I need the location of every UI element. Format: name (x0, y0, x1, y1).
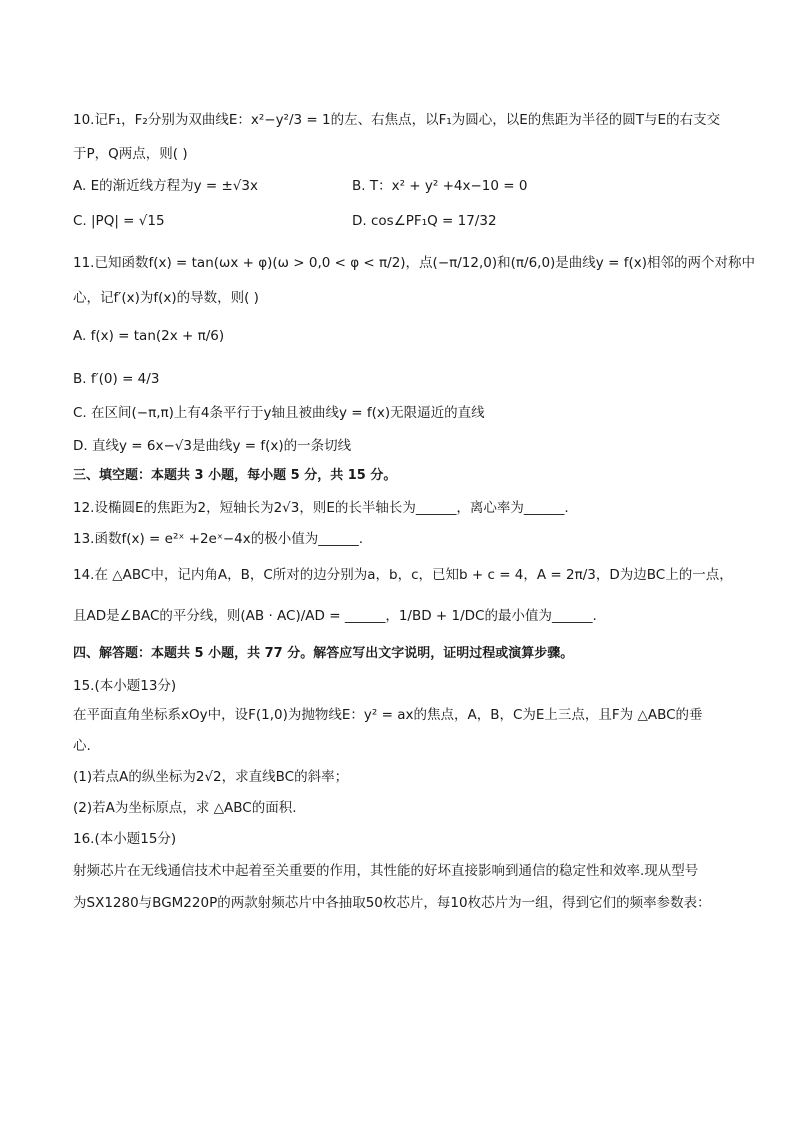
q11-option-b: B. f′(0) = 4/3 (73, 371, 160, 387)
q10-stem-line2: 于P，Q两点，则( ) (73, 146, 188, 162)
q13-text: 13.函数f(x) = e²ˣ +2eˣ−4x的极小值为______. (73, 531, 364, 547)
q10-stem-line1: 10.记F₁，F₂分别为双曲线E：x²−y²/3 = 1的左、右焦点，以F₁为圆心，以E的焦距为半径的圆T与E的右支交 (73, 112, 721, 128)
q10-option-b: B. T：x² + y² +4x−10 = 0 (352, 178, 528, 194)
q14-line1: 14.在 △ABC中，记内角A，B，C所对的边分别为a，b，c，已知b + c = 4，A = 2π/3，D为边BC上的一点， (73, 567, 733, 583)
q11-option-c: C. 在区间(−π,π)上有4条平行于y轴且被曲线y = f(x)无限逼近的直线 (73, 405, 485, 421)
q10-option-c: C. |PQ| = √15 (73, 213, 165, 229)
q15-part2: (2)若A为坐标原点，求 △ABC的面积. (73, 800, 297, 816)
q11-stem-line1: 11.已知函数f(x) = tan(ωx + φ)(ω > 0,0 < φ < π/2)，点(−π/12,0)和(π/6,0)是曲线y = f(x)相邻的两个对称中 (73, 255, 755, 271)
q12-text: 12.设椭圆E的焦距为2，短轴长为2√3，则E的长半轴长为______，离心率为______. (73, 500, 569, 516)
q15-stem-line2: 心. (73, 738, 91, 754)
q15-stem-line1: 在平面直角坐标系xOy中，设F(1,0)为抛物线E：y² = ax的焦点，A，B，C为E上三点，且F为 △ABC的垂 (73, 707, 703, 723)
section3-heading: 三、填空题：本题共 3 小题，每小题 5 分，共 15 分。 (73, 468, 397, 483)
q16-stem-line2: 为SX1280与BGM220P的两款射频芯片中各抽取50枚芯片，每10枚芯片为一组，得到它们的频率参数表： (73, 895, 711, 911)
q14-line2: 且AD是∠BAC的平分线，则(AB · AC)/AD = ______，1/BD + 1/DC的最小值为______. (73, 608, 597, 624)
q15-title: 15.(本小题13分) (73, 678, 177, 694)
q16-title: 16.(本小题15分) (73, 831, 177, 847)
q15-part1: (1)若点A的纵坐标为2√2，求直线BC的斜率； (73, 769, 349, 785)
q10-option-d: D. cos∠PF₁Q = 17/32 (352, 213, 497, 229)
q11-stem-line2: 心，记f′(x)为f(x)的导数，则( ) (73, 290, 259, 306)
q11-option-d: D. 直线y = 6x−√3是曲线y = f(x)的一条切线 (73, 438, 352, 454)
q11-option-a: A. f(x) = tan(2x + π/6) (73, 328, 225, 344)
q16-stem-line1: 射频芯片在无线通信技术中起着至关重要的作用，其性能的好坏直接影响到通信的稳定性和效率.现从型号 (73, 863, 699, 879)
q10-option-a: A. E的渐近线方程为y = ±√3x (73, 178, 258, 194)
section4-heading: 四、解答题：本题共 5 小题，共 77 分。解答应写出文字说明，证明过程或演算步骤。 (73, 646, 574, 661)
